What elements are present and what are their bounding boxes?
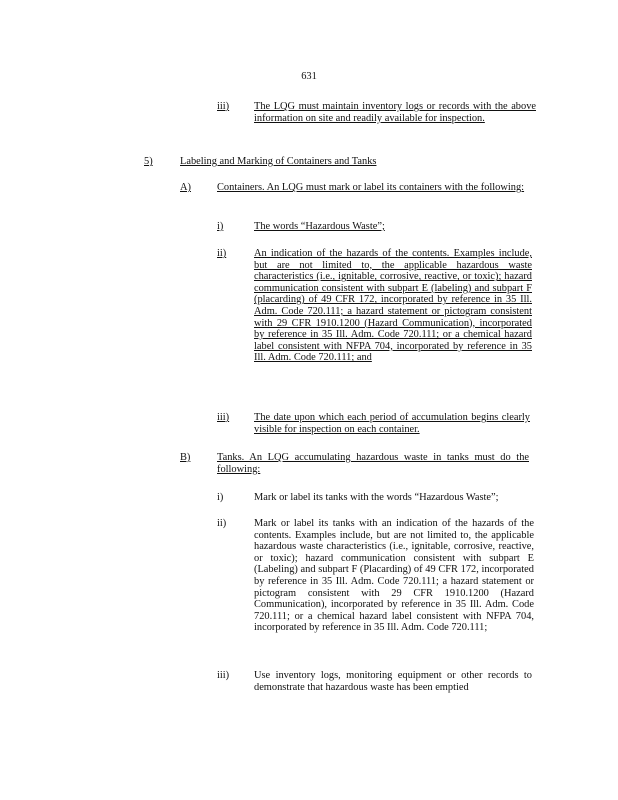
item-text: The LQG must maintain inventory logs or records with the above information on site and readily available for inspection. (254, 101, 536, 124)
item-number: i) (217, 492, 224, 503)
item-text: Use inventory logs, monitoring equipment or other records to demonstrate that hazardous waste has been emptied (254, 670, 532, 693)
subsection-number: B) (180, 452, 191, 463)
subsection-text: Tanks. An LQG accumulating hazardous waste in tanks must do the following: (217, 452, 529, 475)
item-text: The words “Hazardous Waste”; (254, 221, 385, 232)
item-number: iii) (217, 101, 230, 112)
item-number: i) (217, 221, 224, 232)
item-number: iii) (217, 412, 230, 423)
item-text: The date upon which each period of accumulation begins clearly visible for inspection on each container. (254, 412, 530, 435)
subsection-text: Containers. An LQG must mark or label its containers with the following: (217, 182, 525, 193)
section-number: 5) (144, 156, 153, 167)
item-number: ii) (217, 518, 227, 529)
item-text: Mark or label its tanks with an indication of the hazards of the contents. Examples include, but are not limited to, the applicable hazardous waste characteristics (i.e., ignitable, corrosive, reactive, or toxic); hazard communication consistent with subpart E (Labeling) and subpart F (Placarding) of 49 CFR 172, incorporated by reference in 35 Ill. Adm. Code 720.111; a hazard statement or pictogram consistent with 29 CFR 1910.1200 (Hazard Communication), incorporated by reference in 35 Ill. Adm. Code 720.111; or a chemical hazard label consistent with NFPA 704, incorporated by reference in 35 Ill. Adm. Code 720.111; (254, 518, 534, 634)
section-heading: Labeling and Marking of Containers and Tanks (180, 156, 377, 167)
item-number: ii) (217, 248, 227, 259)
page-number: 631 (301, 71, 317, 82)
item-text: Mark or label its tanks with the words “Hazardous Waste”; (254, 492, 499, 503)
subsection-number: A) (180, 182, 191, 193)
item-text: An indication of the hazards of the contents. Examples include, but are not limited to, the applicable hazardous waste characteristics (i.e., ignitable, corrosive, reactive, or toxic); hazard communication consistent with subpart E (labeling) and subpart F (placarding) of 49 CFR 172, incorporated by reference in 35 Ill. Adm. Code 720.111; a hazard statement or pictogram consistent with 29 CFR 1910.1200 (Hazard Communication), incorporated by reference in 35 Ill. Adm. Code 720.111; or a chemical hazard label consistent with NFPA 704, incorporated by reference in 35 Ill. Adm. Code 720.111; and (254, 248, 532, 364)
item-number: iii) (217, 670, 230, 681)
